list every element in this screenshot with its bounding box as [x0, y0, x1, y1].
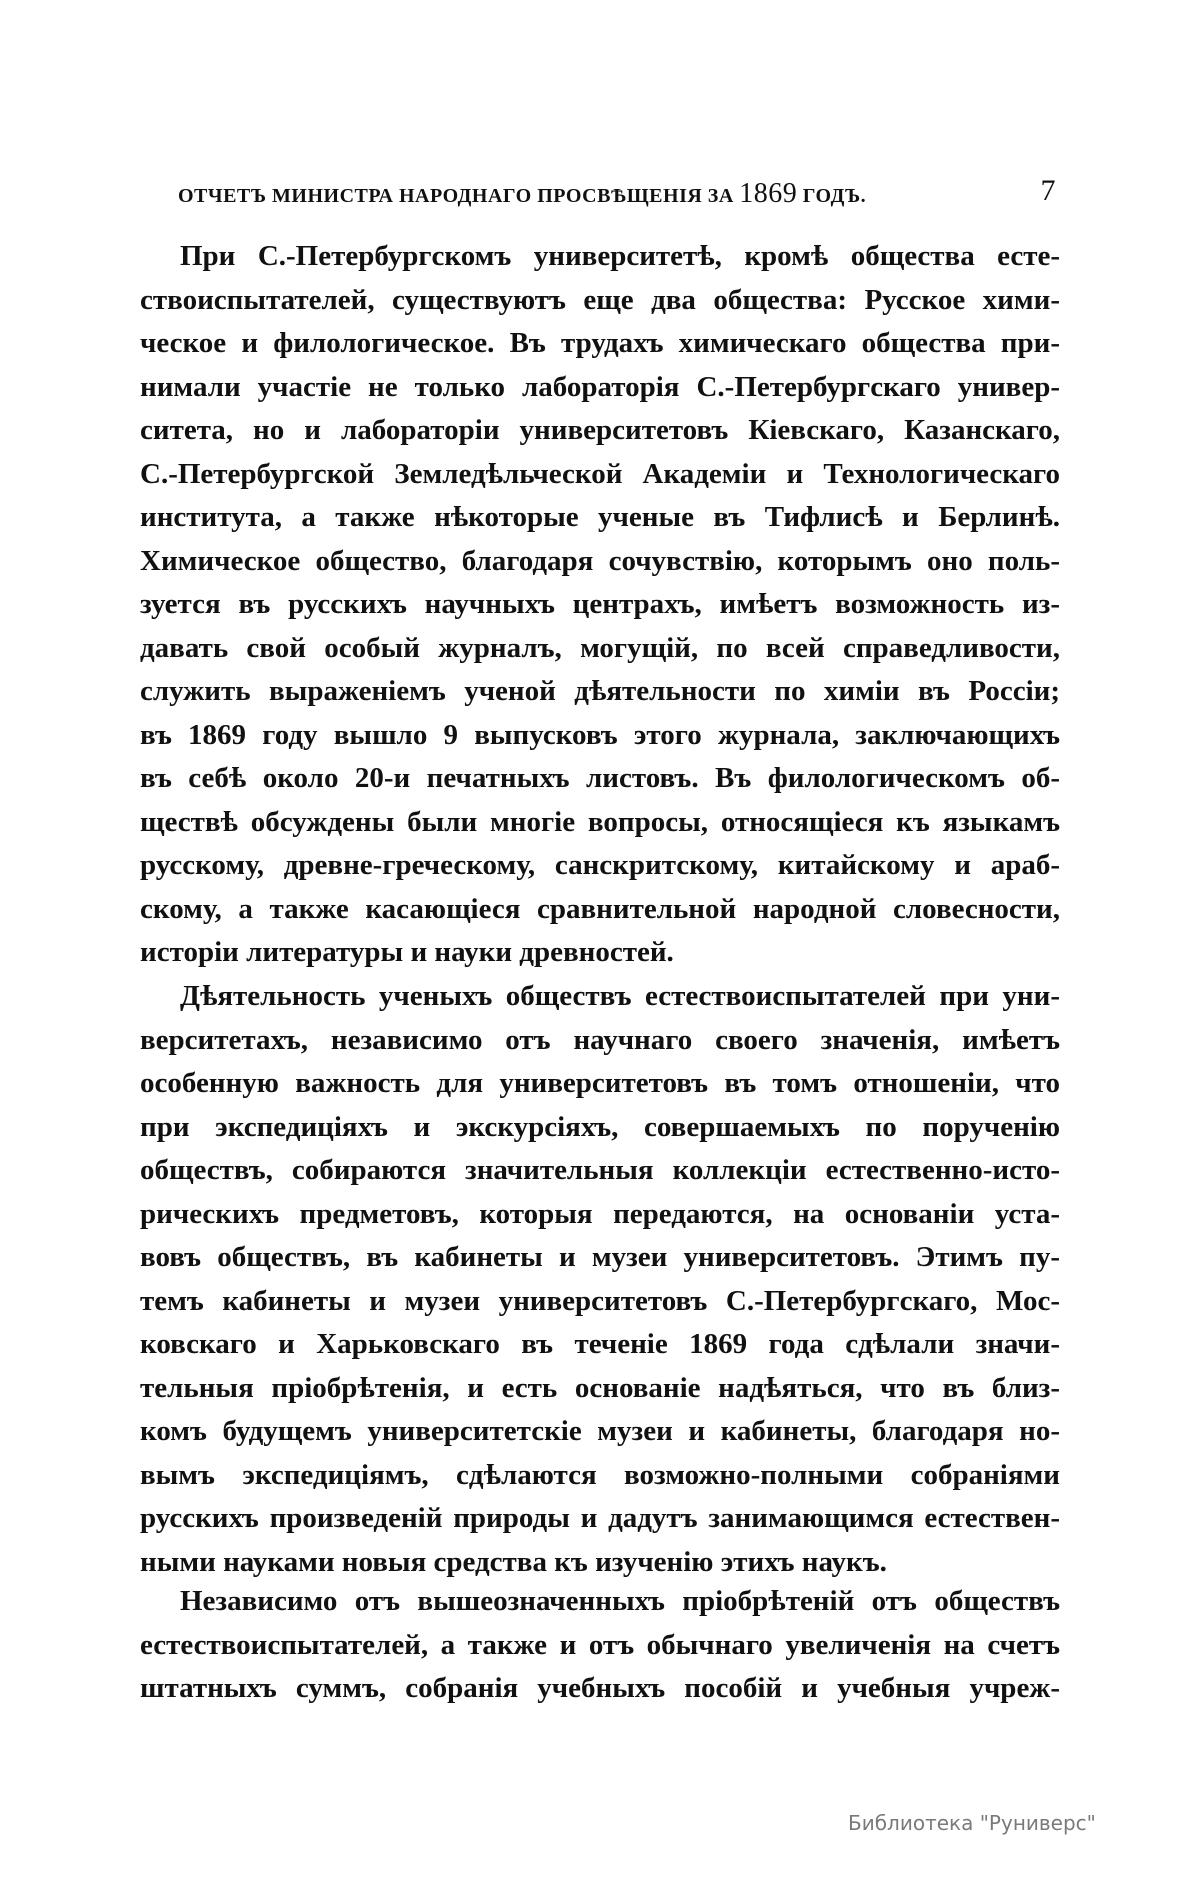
running-head-title-text: ОТЧЕТЪ МИНИСТРА НАРОДНАГО ПРОСВѢЩЕНІЯ ЗА — [178, 185, 740, 207]
paragraph-2 — [140, 975, 1060, 1584]
text-line: При С.-Петербургскомъ университетѣ, кромѣ общества есте- — [180, 240, 1060, 272]
text-line: служить выраженіемъ ученой дѣятельности по химіи въ Россіи; — [140, 675, 1060, 707]
text-line: давать свой особый журналъ, могущій, по всей справедливости, — [140, 631, 1060, 664]
text-line: ными науками новыя средства къ изученію этихъ наукъ. — [140, 1545, 887, 1578]
text-line: комъ будущемъ университетскіе музеи и кабинеты, благодаря но- — [140, 1415, 1060, 1447]
text-line: русскому, древне-греческому, санскритскому, китайскому и араб- — [140, 849, 1060, 881]
running-head-year: 1869 — [739, 178, 798, 209]
text-line: нимали участіе не только лабораторія С.-Петербургскаго универ- — [140, 370, 1060, 403]
text-line: скому, а также касающіеся сравнительной народной словесности, — [140, 892, 1060, 925]
running-head-title-end: ГОДЪ. — [797, 185, 867, 207]
text-line: вовъ обществъ, въ кабинеты и музеи университетовъ. Этимъ пу- — [140, 1241, 1060, 1273]
text-line: особенную важность для университетовъ въ томъ отношеніи, что — [140, 1067, 1060, 1099]
text-line: русскихъ произведеній природы и дадутъ занимающимся естествен- — [140, 1502, 1060, 1534]
paragraph-3 — [140, 1580, 1060, 1711]
text-line: ческое и филологическое. Въ трудахъ химическаго общества при- — [140, 327, 1060, 359]
text-line: тельныя пріобрѣтенія, и есть основаніе надѣяться, что въ близ- — [140, 1371, 1060, 1404]
text-line: темъ кабинеты и музеи университетовъ С.-Петербургскаго, Мос- — [140, 1284, 1060, 1317]
text-line: Независимо отъ вышеозначенныхъ пріобрѣтеній отъ обществъ — [180, 1585, 1060, 1617]
text-line: верситетахъ, независимо отъ научнаго своего значенія, имѣетъ — [140, 1023, 1060, 1056]
text-line: ситета, но и лабораторіи университетовъ Кіевскаго, Казанскаго, — [140, 414, 1060, 446]
text-line: вымъ экспедиціямъ, сдѣлаются возможно-полными собраніями — [140, 1458, 1060, 1491]
text-line: зуется въ русскихъ научныхъ центрахъ, имѣетъ возможность из- — [140, 588, 1060, 620]
text-line: обществъ, собираются значительныя коллекціи естественно-исто- — [140, 1154, 1060, 1186]
page-number: 7 — [1040, 174, 1056, 207]
text-line: рическихъ предметовъ, которыя передаются, на основаніи уста- — [140, 1197, 1060, 1230]
text-line: штатныхъ суммъ, собранія учебныхъ пособій и учебныя учреж- — [140, 1672, 1060, 1704]
text-line: исторіи литературы и науки древностей. — [140, 936, 674, 968]
running-head-title — [178, 178, 866, 210]
text-line: естествоиспытателей, а также и отъ обычнаго увеличенія на счетъ — [140, 1628, 1060, 1661]
library-watermark: Библиотека "Руниверс" — [848, 1811, 1096, 1835]
text-line: въ себѣ около 20-и печатныхъ листовъ. Въ филологическомъ об- — [140, 762, 1060, 794]
running-head — [140, 174, 1060, 210]
text-line: ковскаго и Харьковскаго въ теченіе 1869 года сдѣлали значи- — [140, 1328, 1060, 1360]
text-line: Химическое общество, благодаря сочувствію, которымъ оно поль- — [140, 544, 1060, 577]
text-line: Дѣятельность ученыхъ обществъ естествоиспытателей при уни- — [180, 980, 1060, 1012]
text-line: института, а также нѣкоторые ученые въ Тифлисѣ и Берлинѣ. — [140, 501, 1060, 533]
paragraph-1 — [140, 235, 1060, 975]
text-line: ствоиспытателей, существуютъ еще два общества: Русское хими- — [140, 283, 1060, 316]
text-line: въ 1869 году вышло 9 выпусковъ этого журнала, заключающихъ — [140, 718, 1060, 751]
text-line: при экспедиціяхъ и экскурсіяхъ, совершаемыхъ по порученію — [140, 1110, 1060, 1143]
text-line: ществѣ обсуждены были многіе вопросы, относящіеся къ языкамъ — [140, 805, 1060, 838]
text-line: С.-Петербургской Земледѣльческой Академіи и Технологическаго — [140, 457, 1060, 490]
